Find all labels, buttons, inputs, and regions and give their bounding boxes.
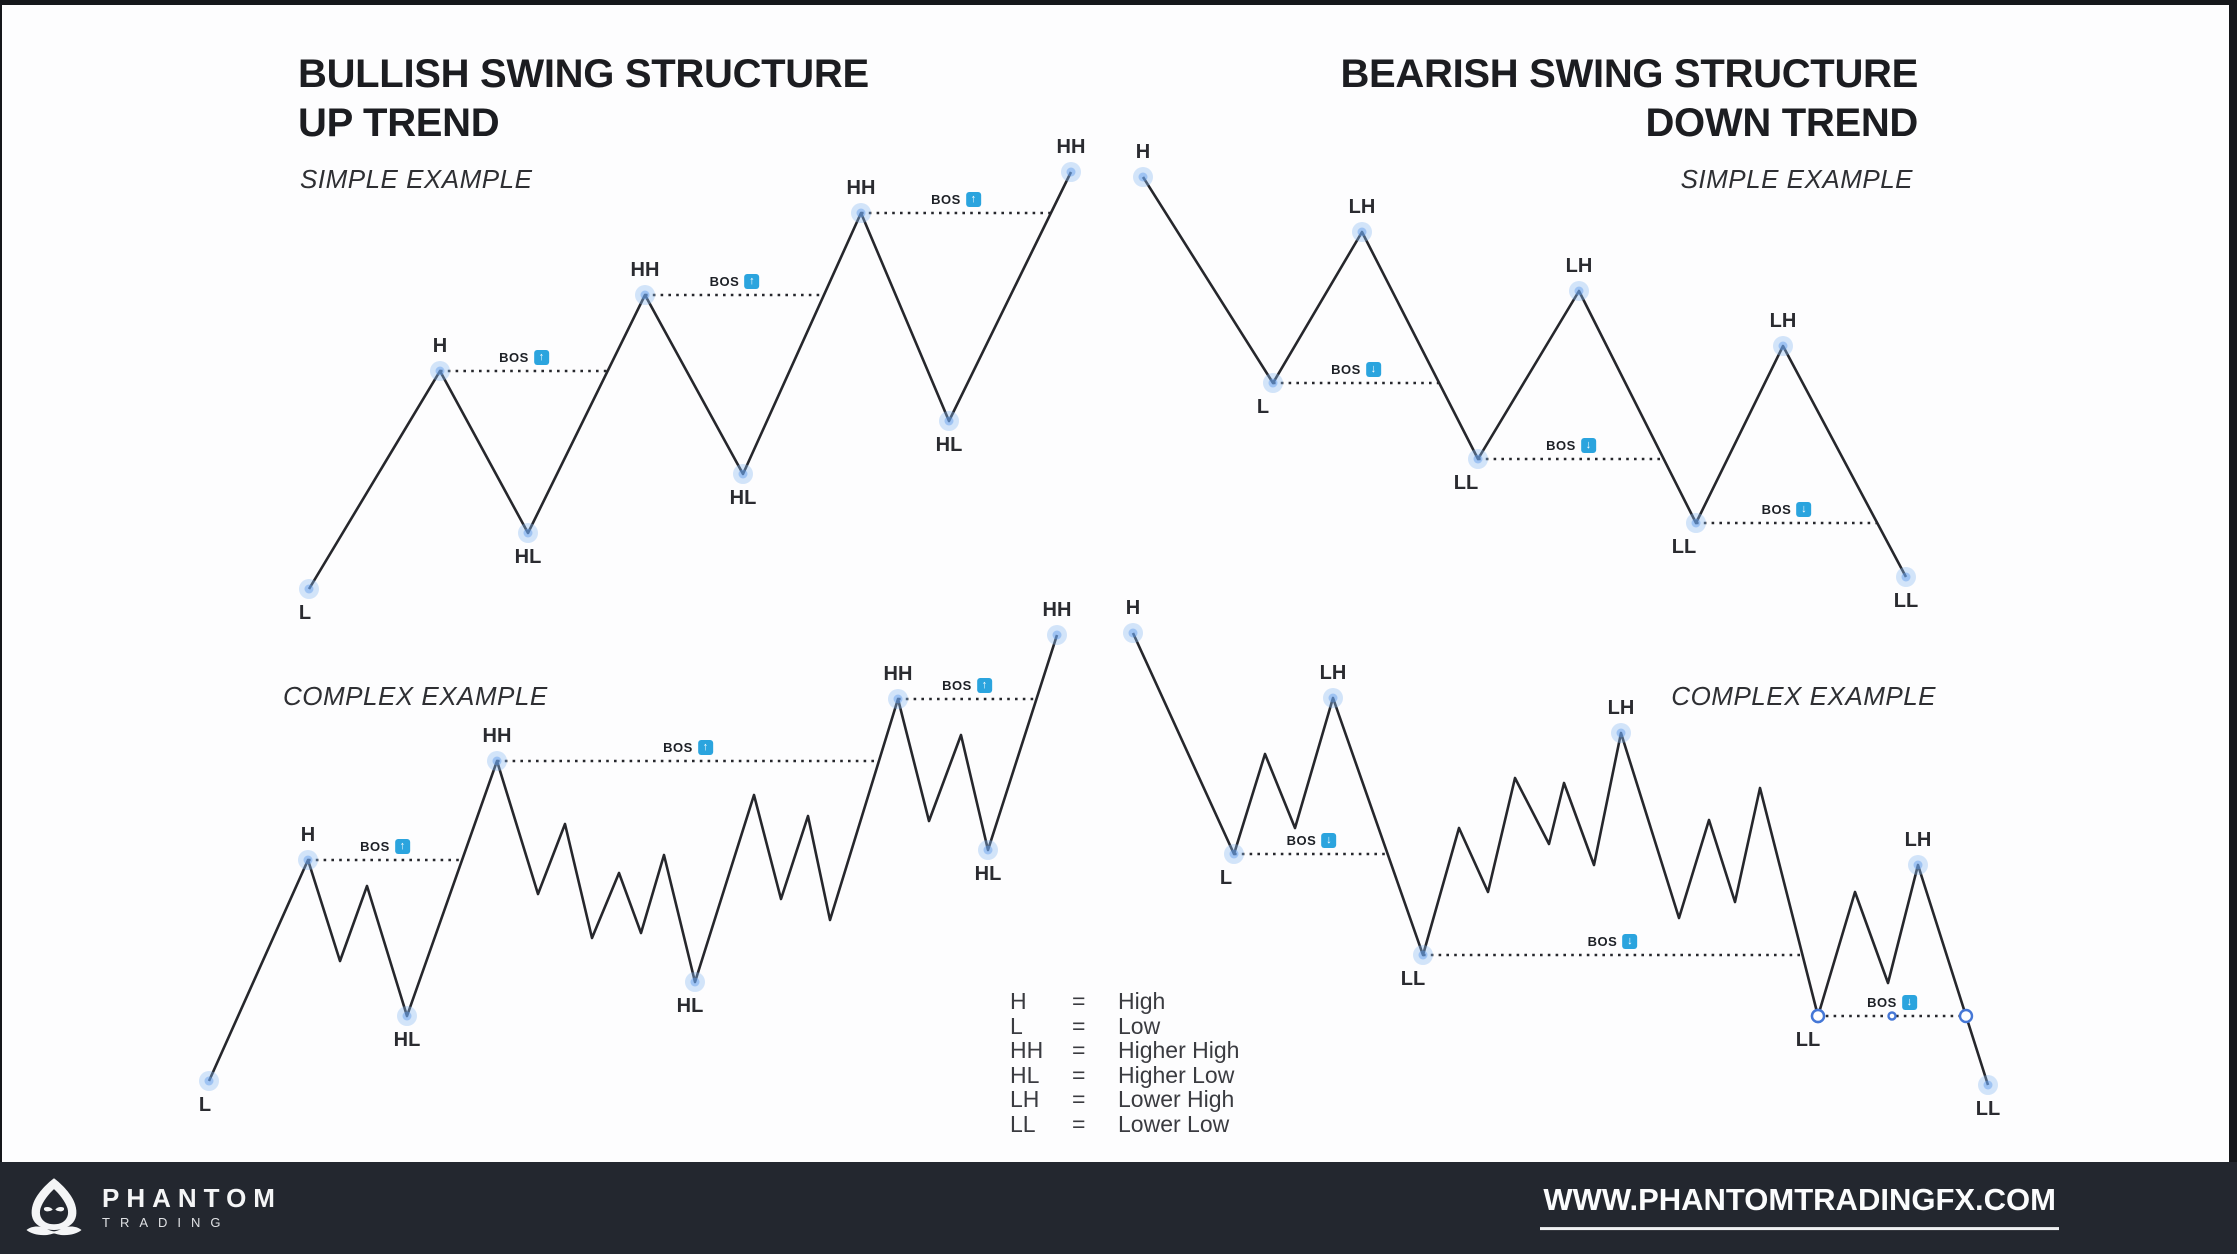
swing-label-HL: HL xyxy=(676,995,704,1017)
hollow-marker xyxy=(1812,1010,1824,1022)
swing-point-dot xyxy=(305,585,314,594)
bos-tag xyxy=(942,678,992,693)
brand-subtitle: TRADING xyxy=(102,1215,231,1230)
swing-label-LL: LL xyxy=(1671,536,1697,558)
bullish-simple xyxy=(309,172,1071,589)
bearish-title-line2: DOWN TREND xyxy=(1645,101,1918,145)
phantom-ghost-icon xyxy=(22,1175,86,1239)
legend-definition: Low xyxy=(1118,1012,1161,1039)
bos-tag xyxy=(360,839,410,854)
bos-tag-text: BOS xyxy=(1546,438,1576,453)
legend-definition: Higher Low xyxy=(1118,1061,1235,1088)
swing-point-dot xyxy=(1779,342,1788,351)
swing-label-HH: HH xyxy=(482,725,512,747)
bullish-complex-label: COMPLEX EXAMPLE xyxy=(283,681,548,711)
bos-tag-text: BOS xyxy=(1587,934,1618,949)
swing-point-dot xyxy=(1139,173,1148,182)
bos-tag xyxy=(1546,438,1596,453)
swing-label-HL: HL xyxy=(514,546,542,568)
swing-label-HL: HL xyxy=(729,487,757,509)
bos-up-arrow-icon: ↑ xyxy=(698,740,713,755)
legend-symbol: LL xyxy=(1010,1110,1036,1137)
swing-label-HH: HH xyxy=(1056,136,1086,158)
swing-point-dot xyxy=(894,695,903,704)
bos-tag xyxy=(1762,502,1812,517)
legend-definition: Lower Low xyxy=(1118,1110,1230,1137)
swing-label-HH: HH xyxy=(1042,599,1072,621)
bos-tag-text: BOS xyxy=(942,678,972,693)
swing-label-LL: LL xyxy=(1795,1029,1821,1051)
bos-tag xyxy=(663,740,713,755)
swing-label-H: H xyxy=(1135,141,1151,163)
bos-tag xyxy=(1331,362,1381,377)
swing-label-LL: LL xyxy=(1975,1098,2001,1120)
bos-tag-text: BOS xyxy=(1761,502,1792,517)
bearish-title xyxy=(1340,50,1918,148)
swing-label-L: L xyxy=(198,1094,212,1116)
legend-definition: Higher High xyxy=(1118,1037,1240,1063)
swing-point-dot xyxy=(436,367,445,376)
swing-point-dot xyxy=(1358,228,1367,237)
swing-label-HH: HH xyxy=(883,663,913,685)
bos-tag-text: BOS xyxy=(931,192,961,207)
footer-bar xyxy=(0,1162,2237,1254)
swing-label-LH: LH xyxy=(1769,310,1797,332)
swing-point-dot xyxy=(1230,850,1239,859)
legend-symbol: HH xyxy=(1010,1037,1044,1063)
swing-point-dot xyxy=(493,757,502,766)
swing-point-dot xyxy=(1329,694,1338,703)
legend-row xyxy=(1010,1063,1239,1088)
bos-down-arrow-icon: ↓ xyxy=(1622,934,1637,949)
legend-row xyxy=(1010,1038,1239,1063)
swing-label-LL: LL xyxy=(1453,472,1479,494)
swing-label-HL: HL xyxy=(974,863,1002,885)
legend-definition: High xyxy=(1118,988,1166,1014)
bos-tag xyxy=(1867,995,1917,1010)
swing-point-dot xyxy=(857,209,866,218)
bearish-complex-label: COMPLEX EXAMPLE xyxy=(1671,681,1936,711)
swing-point-dot xyxy=(1474,455,1483,464)
swing-label-LH: LH xyxy=(1319,662,1347,684)
swing-point-dot xyxy=(1067,168,1076,177)
legend-equals: = xyxy=(1072,1037,1086,1063)
swing-point-dot xyxy=(1617,729,1626,738)
swing-point-dot xyxy=(1129,629,1138,638)
bos-tag xyxy=(1287,833,1337,848)
bearish-simple xyxy=(1143,177,1906,577)
swing-point-dot xyxy=(205,1077,214,1086)
bos-up-arrow-icon: ↑ xyxy=(534,350,549,365)
bos-up-arrow-icon: ↑ xyxy=(395,839,410,854)
bos-up-arrow-icon: ↑ xyxy=(966,192,981,207)
swing-point-dot xyxy=(1269,379,1278,388)
bullish-simple-label: SIMPLE EXAMPLE xyxy=(300,164,533,194)
bearish-simple-label: SIMPLE EXAMPLE xyxy=(1680,164,1913,194)
swing-point-dot xyxy=(984,846,993,855)
hollow-marker xyxy=(1960,1010,1972,1022)
swing-label-LL: LL xyxy=(1893,590,1919,612)
swing-label-L: L xyxy=(1219,867,1233,889)
website-url: WWW.PHANTOMTRADINGFX.COM xyxy=(1543,1182,2056,1218)
legend-equals: = xyxy=(1072,1012,1086,1039)
bos-down-arrow-icon: ↓ xyxy=(1366,362,1381,377)
bos-tag-text: BOS xyxy=(1867,995,1897,1010)
bos-tag xyxy=(710,274,760,289)
swing-point-dot xyxy=(641,291,650,300)
bos-tag-text: BOS xyxy=(709,274,740,289)
legend-equals: = xyxy=(1072,1086,1086,1112)
bos-tag-text: BOS xyxy=(1331,362,1361,377)
swing-point-dot xyxy=(1914,861,1923,870)
hollow-marker xyxy=(1889,1013,1896,1020)
swing-label-L: L xyxy=(298,602,312,624)
bullish-title-line1: BULLISH SWING STRUCTURE xyxy=(298,52,869,96)
swing-point-dot xyxy=(403,1012,412,1021)
swing-point-dot xyxy=(1419,951,1428,960)
swing-point-dot xyxy=(1053,631,1062,640)
swing-point-dot xyxy=(524,529,533,538)
swing-point-dot xyxy=(1575,287,1584,296)
swing-label-L: L xyxy=(1256,396,1270,418)
swing-point-dot xyxy=(945,417,954,426)
bos-down-arrow-icon: ↓ xyxy=(1796,502,1811,517)
bos-tag-text: BOS xyxy=(663,740,693,755)
swing-label-HL: HL xyxy=(393,1029,421,1051)
bos-down-arrow-icon: ↓ xyxy=(1321,833,1336,848)
legend-equals: = xyxy=(1072,1110,1086,1137)
swing-point-dot xyxy=(1692,519,1701,528)
brand-text xyxy=(102,1185,282,1229)
swing-label-LH: LH xyxy=(1607,697,1635,719)
bos-down-arrow-icon: ↓ xyxy=(1581,438,1596,453)
legend-definition: Lower High xyxy=(1118,1086,1235,1112)
legend-row xyxy=(1010,1014,1239,1039)
bos-tag xyxy=(1588,934,1638,949)
legend-row xyxy=(1010,989,1239,1014)
swing-point-dot xyxy=(1984,1081,1993,1090)
brand-block xyxy=(22,1175,282,1239)
bullish-title xyxy=(298,50,869,148)
swing-label-HL: HL xyxy=(935,434,963,456)
bos-up-arrow-icon: ↑ xyxy=(977,678,992,693)
legend-equals: = xyxy=(1072,988,1086,1014)
swing-label-H: H xyxy=(432,335,448,357)
swing-point-dot xyxy=(739,470,748,479)
bos-tag-text: BOS xyxy=(1286,833,1317,848)
legend-symbol: H xyxy=(1010,988,1027,1014)
bullish-simple-polyline xyxy=(309,172,1071,589)
legend-symbol: LH xyxy=(1010,1086,1040,1112)
website-url-underline xyxy=(1540,1182,2059,1230)
bullish-title-line2: UP TREND xyxy=(298,101,500,145)
bos-tag xyxy=(499,350,549,365)
swing-label-HH: HH xyxy=(846,177,876,199)
swing-point-dot xyxy=(691,978,700,987)
legend-row xyxy=(1010,1087,1239,1112)
bearish-simple-polyline xyxy=(1143,177,1906,577)
swing-label-H: H xyxy=(1125,597,1141,619)
bos-tag-text: BOS xyxy=(499,350,529,365)
bos-tag xyxy=(931,192,981,207)
brand-name: PHANTOM xyxy=(102,1183,282,1213)
swing-label-LH: LH xyxy=(1565,255,1593,277)
legend-equals: = xyxy=(1072,1061,1086,1088)
swing-label-LH: LH xyxy=(1904,829,1932,851)
swing-label-LL: LL xyxy=(1400,968,1426,990)
legend-symbol: HL xyxy=(1010,1061,1040,1088)
bearish-title-line1: BEARISH SWING STRUCTURE xyxy=(1340,52,1918,96)
bos-up-arrow-icon: ↑ xyxy=(744,274,759,289)
swing-label-HH: HH xyxy=(630,259,660,281)
swing-point-dot xyxy=(1902,573,1911,582)
swing-point-dot xyxy=(304,856,313,865)
swing-label-LH: LH xyxy=(1348,196,1376,218)
legend-symbol: L xyxy=(1010,1012,1023,1039)
bos-tag-text: BOS xyxy=(360,839,390,854)
swing-label-H: H xyxy=(300,824,316,846)
legend xyxy=(1010,989,1239,1136)
legend-row xyxy=(1010,1112,1239,1137)
bos-down-arrow-icon: ↓ xyxy=(1902,995,1917,1010)
